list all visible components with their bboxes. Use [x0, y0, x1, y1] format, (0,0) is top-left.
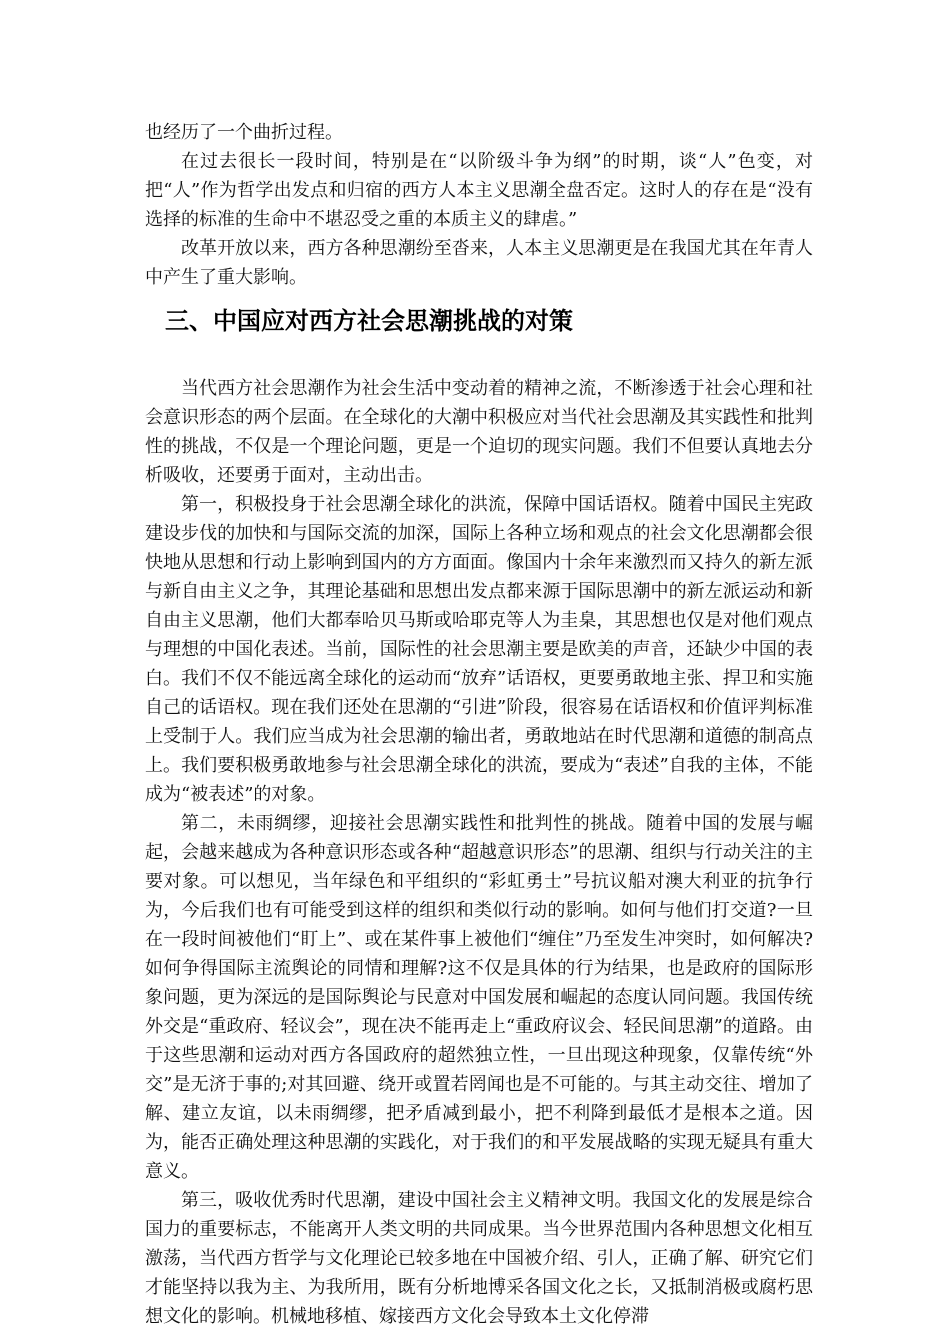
body-paragraph: 第一，积极投身于社会思潮全球化的洪流，保障中国话语权。随着中国民主宪政建设步伐的加快和与国际交流的加深，国际上各种立场和观点的社会文化思潮都会很快地从思想和行动上影响到国内的方方面面。像国内十余年来激烈而又持久的新左派与新自由主义之争，其理论基础和思想出发点都来源于国际思潮中的新左派运动和新自由主义思潮，他们大都奉哈贝马斯或哈耶克等人为圭臬，其思想也仅是对他们观点与理想的中国化表述。当前，国际性的社会思潮主要是欧美的声音，还缺少中国的表白。我们不仅不能远离全球化的运动而“放弃”话语权，更要勇敢地主张、捍卫和实施自己的话语权。现在我们还处在思潮的“引进”阶段，很容易在话语权和价值评判标准上受制于人。我们应当成为社会思潮的输出者，勇敢地站在时代思潮和道德的制高点上。我们要积极勇敢地参与社会思潮全球化的洪流，要成为“表述”自我的主体，不能成为“被表述”的对象。	[145, 494, 813, 805]
body-paragraph: 在过去很长一段时间，特别是在“以阶级斗争为纲”的时期，谈“人”色变，对把“人”作为哲学出发点和归宿的西方人本主义思潮全盘否定。这时人的存在是“没有选择的标准的生命中不堪忍受之重的本质主义的肆虐。”	[145, 151, 813, 230]
section-text-block	[145, 374, 813, 1331]
body-paragraph: 第二，未雨绸缪，迎接社会思潮实践性和批判性的挑战。随着中国的发展与崛起，会越来越成为各种意识形态或各种“超越意识形态”的思潮、组织与行动关注的主要对象。可以想见，当年绿色和平组织的“彩虹勇士”号抗议船对澳大利亚的抗争行为，今后我们也有可能受到这样的组织和类似行动的影响。如何与他们打交道?一旦在一段时间被他们“盯上”、或在某件事上被他们“缠住”乃至发生冲突时，如何解决?如何争得国际主流舆论的同情和理解?这不仅是具体的行为结果，也是政府的国际形象问题，更为深远的是国际舆论与民意对中国发展和崛起的态度认同问题。我国传统外交是“重政府、轻议会”，现在决不能再走上“重政府议会、轻民间思潮”的道路。由于这些思潮和运动对西方各国政府的超然独立性，一旦出现这种现象，仅靠传统“外交”是无济于事的;对其回避、绕开或置若罔闻也是不可能的。与其主动交往、增加了解、建立友谊，以未雨绸缪，把矛盾减到最小，把不利降到最低才是根本之道。因为，能否正确处理这种思潮的实践化，对于我们的和平发展战略的实现无疑具有重大意义。	[145, 813, 813, 1182]
body-paragraph: 第三，吸收优秀时代思潮，建设中国社会主义精神文明。我国文化的发展是综合国力的重要标志，不能离开人类文明的共同成果。当今世界范围内各种思想文化相互激荡，当代西方哲学与文化理论已较多地在中国被介绍、引人，正确了解、研究它们才能坚持以我为主、为我所用，既有分析地博采各国文化之长，又抵制消极或腐朽思想文化的影响。机械地移植、嫁接西方文化会导致本土文化停滞	[145, 1190, 813, 1327]
continuation-paragraph: 也经历了一个曲折过程。	[145, 122, 343, 143]
intro-text-block	[145, 118, 813, 292]
body-paragraph: 改革开放以来，西方各种思潮纷至沓来，人本主义思潮更是在我国尤其在年青人中产生了重大影响。	[145, 238, 813, 288]
body-paragraph: 当代西方社会思潮作为社会生活中变动着的精神之流，不断渗透于社会心理和社会意识形态的两个层面。在全球化的大潮中积极应对当代社会思潮及其实践性和批判性的挑战，不仅是一个理论问题，更是一个迫切的现实问题。我们不但要认真地去分析吸收，还要勇于面对，主动出击。	[145, 378, 813, 486]
section-heading: 三、中国应对西方社会思潮挑战的对策	[165, 307, 573, 335]
